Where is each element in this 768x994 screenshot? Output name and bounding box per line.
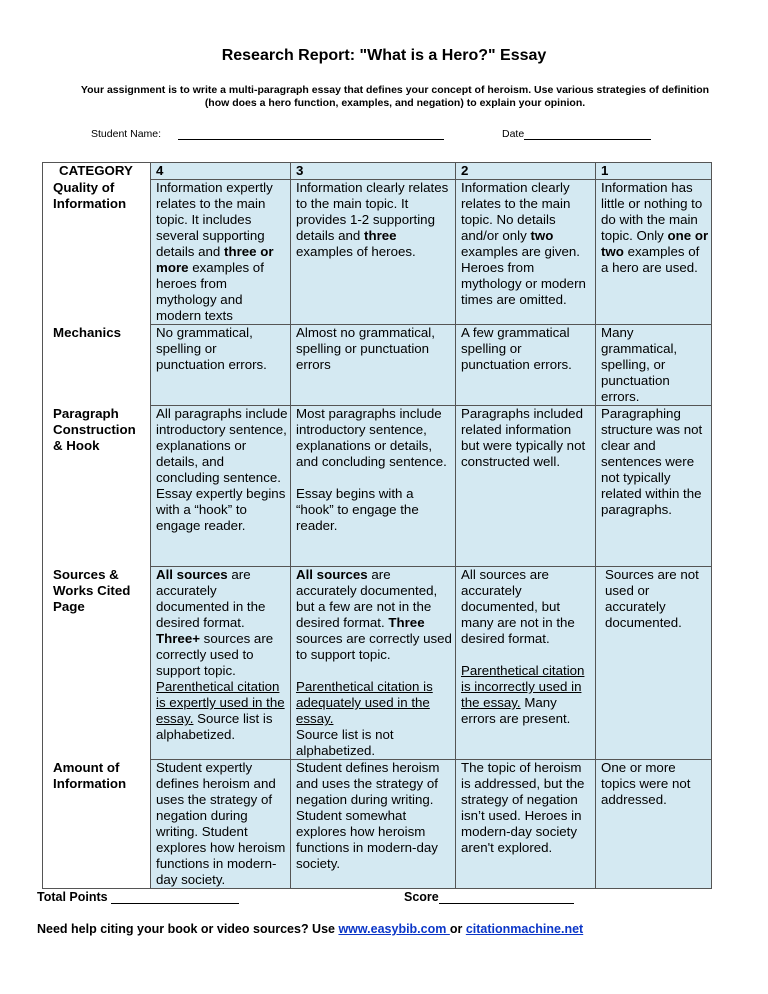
student-name-line[interactable]: [178, 128, 444, 140]
rubric-table: [42, 162, 712, 889]
cell-amount-4: Student expertly defines heroism and uses the strategy of negation during writing. Student explores how heroism functions in modern-day society.: [151, 760, 291, 889]
table-row: [43, 406, 712, 567]
score-label: Score: [404, 890, 439, 904]
page-title: Research Report: "What is a Hero?" Essay: [221, 47, 547, 64]
cell-quality-2: Information clearly relates to the main topic. No details and/or only two examples are given. Heroes from mythology or modern times are omitted.: [456, 180, 596, 325]
cell-paragraph-2: Paragraphs included related information but were typically not constructed well.: [456, 406, 596, 567]
citation-help-text: Need help citing your book or video sources? Use: [37, 922, 339, 936]
cell-mechanics-2: A few grammatical spelling or punctuation errors.: [456, 325, 596, 406]
student-name-label: Student Name:: [91, 128, 162, 140]
header-1: 1: [596, 163, 712, 180]
cell-quality-4: Information expertly relates to the main topic. It includes several supporting details and three or more examples of heroes from mythology and modern texts: [151, 180, 291, 325]
total-points-label: Total Points: [37, 890, 108, 904]
cell-sources-1: Sources are not used or accurately documented.: [596, 567, 712, 760]
category-mechanics: Mechanics: [43, 325, 151, 406]
cell-mechanics-4: No grammatical, spelling or punctuation errors.: [151, 325, 291, 406]
category-sources: Sources & Works Cited Page: [43, 567, 151, 760]
total-points-field[interactable]: [37, 890, 239, 904]
cell-sources-4: All sources are accurately documented in the desired format. Three+ sources are correctly used to support topic. Parenthetical citation is expertly used in the essay. Source list is alphabetized.: [151, 567, 291, 760]
table-row: [43, 180, 712, 325]
header-2: 2: [456, 163, 596, 180]
student-name-field[interactable]: [91, 128, 444, 140]
table-row: [43, 760, 712, 889]
date-field[interactable]: [502, 128, 651, 140]
citation-help: [37, 922, 583, 936]
cell-quality-3: Information clearly relates to the main topic. It provides 1-2 supporting details and three examples of heroes.: [291, 180, 456, 325]
header-3: 3: [291, 163, 456, 180]
table-row: [43, 325, 712, 406]
category-paragraph: Paragraph Construction & Hook: [43, 406, 151, 567]
or-text: or: [449, 922, 466, 936]
category-amount: Amount of Information: [43, 760, 151, 889]
cell-quality-1: Information has little or nothing to do with the main topic. Only one or two examples of a hero are used.: [596, 180, 712, 325]
table-row: [43, 567, 712, 760]
cell-amount-1: One or more topics were not addressed.: [596, 760, 712, 889]
total-points-line[interactable]: [111, 891, 239, 904]
category-quality: Quality of Information: [43, 180, 151, 325]
cell-paragraph-1: Paragraphing structure was not clear and sentences were not typically related within the paragraphs.: [596, 406, 712, 567]
cell-mechanics-3: Almost no grammatical, spelling or punctuation errors: [291, 325, 456, 406]
cell-amount-2: The topic of heroism is addressed, but the strategy of negation isn’t used. Heroes in modern-day society aren't explored.: [456, 760, 596, 889]
header-4: 4: [151, 163, 291, 180]
score-line[interactable]: [439, 891, 574, 904]
cell-paragraph-4: All paragraphs include introductory sentence, explanations or details, and concluding sentence. Essay expertly begins with a “hook” to engage reader.: [151, 406, 291, 567]
score-field[interactable]: [404, 890, 574, 904]
header-category: CATEGORY: [43, 163, 151, 180]
cell-paragraph-3: Most paragraphs include introductory sentence, explanations or details, and concluding sentence. Essay begins with a “hook” to engage the reader.: [291, 406, 456, 567]
date-label: Date: [502, 128, 525, 140]
cell-sources-2: All sources are accurately documented, but many are not in the desired format. Parenthetical citation is incorrectly used in the essay. Many errors are present.: [456, 567, 596, 760]
cell-sources-3: All sources are accurately documented, but a few are not in the desired format. Three sources are correctly used to support topic. Parenthetical citation is adequately used in the essay. Source list is not alphabetized.: [291, 567, 456, 760]
citationmachine-link[interactable]: citationmachine.net: [465, 922, 584, 936]
header-row: [43, 163, 712, 180]
easybib-link[interactable]: www.easybib.com: [338, 922, 450, 936]
date-line[interactable]: [524, 128, 651, 140]
cell-amount-3: Student defines heroism and uses the strategy of negation during writing. Student somewhat explores how heroism functions in modern-day society.: [291, 760, 456, 889]
cell-mechanics-1: Many grammatical, spelling, or punctuation errors.: [596, 325, 712, 406]
assignment-instructions: Your assignment is to write a multi-paragraph essay that defines your concept of heroism. Use various strategies of definition (how does a hero function, examples, and negation) to explain your opinion.: [80, 84, 710, 109]
